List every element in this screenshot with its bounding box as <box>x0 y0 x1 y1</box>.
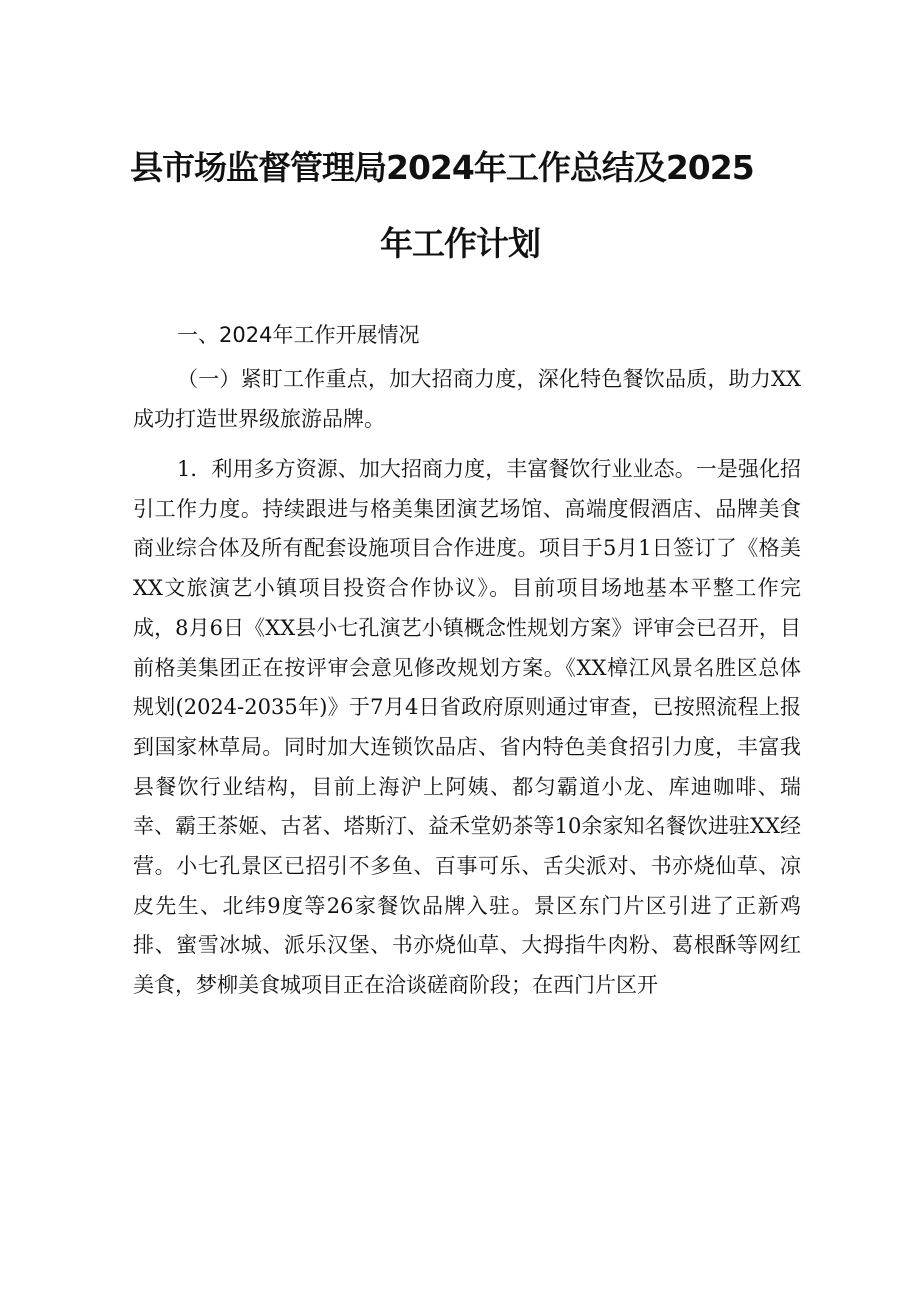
body-paragraph: 1．利用多方资源、加大招商力度，丰富餐饮行业业态。一是强化招引工作力度。持续跟进与格美集团演艺场馆、高端度假酒店、品牌美食商业综合体及所有配套设施项目合作进度。项目于5月1日签订了《格美XX文旅演艺小镇项目投资合作协议》。目前项目场地基本平整工作完成，8月6日《XX县小七孔演艺小镇概念性规划方案》评审会已召开，目前格美集团正在按评审会意见修改规划方案。《XX樟江风景名胜区总体规划(2024-2035年)》于7月4日省政府原则通过审查，已按照流程上报到国家林草局。同时加大连锁饮品店、省内特色美食招引力度，丰富我县餐饮行业结构，目前上海沪上阿姨、都匀霸道小龙、库迪咖啡、瑞幸、霸王茶姬、古茗、塔斯汀、益禾堂奶茶等10余家知名餐饮进驻XX经营。小七孔景区已招引不多鱼、百事可乐、舌尖派对、书亦烧仙草、凉皮先生、北纬9度等26家餐饮品牌入驻。景区东门片区引进了正新鸡排、蜜雪冰城、派乐汉堡、书亦烧仙草、大拇指牛肉粉、葛根酥等网红美食，梦柳美食城项目正在洽谈磋商阶段；在西门片区开 <box>133 457 801 998</box>
section-heading: 一、2024年工作开展情况 <box>177 323 420 347</box>
subsection-heading: （一）紧盯工作重点，加大招商力度，深化特色餐饮品质，助力XX成功打造世界级旅游品牌。 <box>133 367 801 431</box>
document-title-line-1: 县市场监督管理局2024年工作总结及2025 <box>130 148 754 187</box>
document-title-line-2: 年工作计划 <box>380 224 540 263</box>
